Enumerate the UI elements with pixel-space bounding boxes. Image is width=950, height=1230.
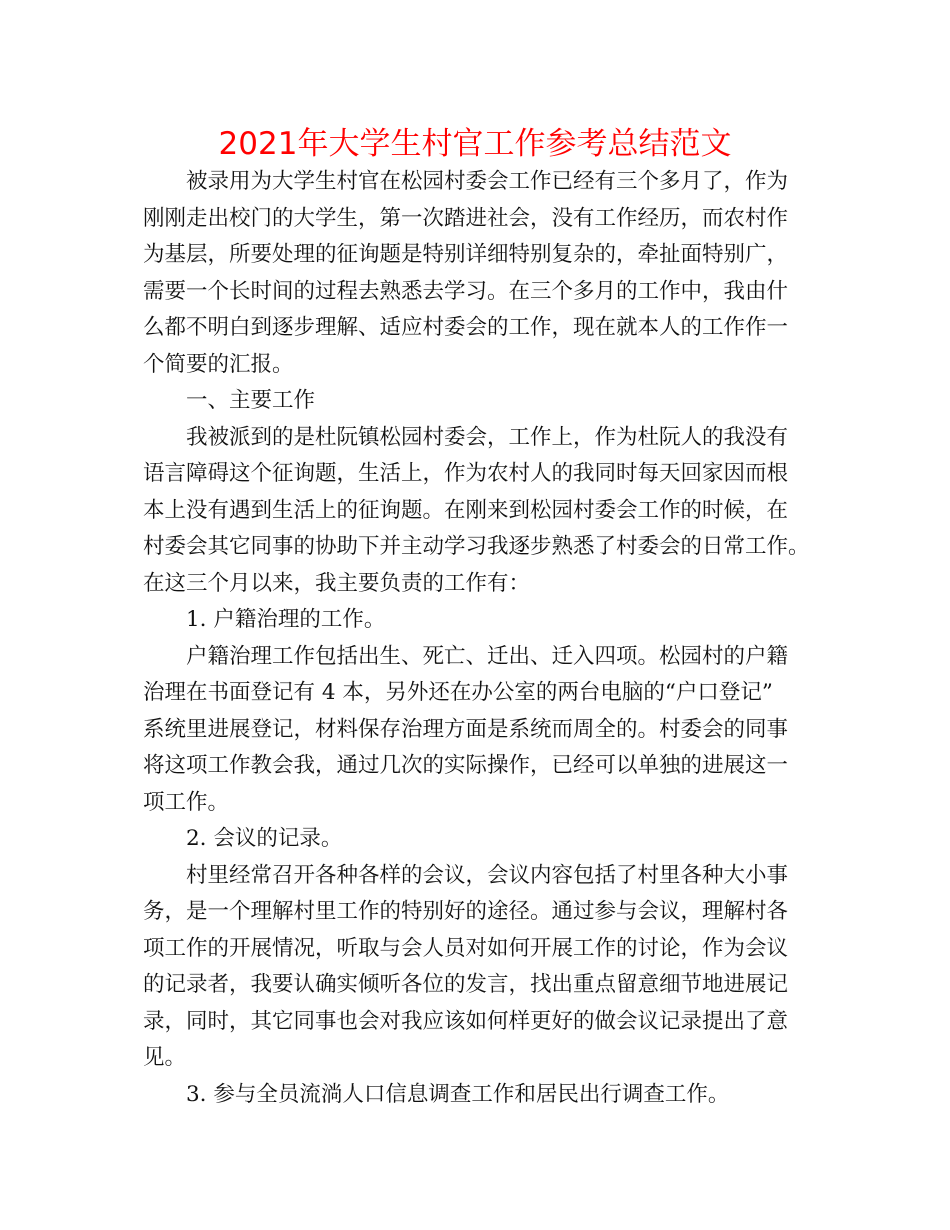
text-line: 系统里进展登记，材料保存治理方面是系统而周全的。村委会的同事	[143, 716, 789, 742]
text-line: 语言障碍这个征询题，生活上，作为农村人的我同时每天回家因而根	[143, 461, 789, 486]
text-line: 项工作。	[143, 789, 230, 815]
text-line: 户籍治理工作包括出生、死亡、迁出、迁入四项。松园村的户籍	[186, 643, 789, 669]
text-line: 在这三个月以来，我主要负责的工作有：	[143, 570, 531, 596]
text-line: 治理在书面登记有 4 本，另外还在办公室的两台电脑的“户口登记”	[143, 680, 773, 705]
text-line: 一、主要工作	[186, 388, 316, 413]
text-line: 被录用为大学生村官在松园村委会工作已经有三个多月了，作为	[186, 169, 789, 194]
text-line: 为基层，所要处理的征询题是特别详细特别复杂的，牵扯面特别广，	[143, 242, 789, 267]
text-line: 村委会其它同事的协助下并主动学习我逐步熟悉了村委会的日常工作。	[143, 534, 810, 559]
text-line: 需要一个长时间的过程去熟悉去学习。在三个多月的工作中，我由什	[143, 278, 789, 304]
document-body	[143, 164, 823, 1113]
text-line: 个简要的汇报。	[143, 351, 294, 377]
text-line: 刚刚走出校门的大学生，第一次踏进社会，没有工作经历，而农村作	[143, 205, 789, 231]
text-line: 录，同时，其它同事也会对我应该如何样更好的做会议记录提出了意	[143, 1008, 789, 1034]
text-line: 将这项工作教会我，通过几次的实际操作，已经可以单独的进展这一	[143, 753, 789, 778]
text-line: 的记录者，我要认确实倾听各位的发言，找出重点留意细节地进展记	[143, 972, 789, 997]
text-line: 么都不明白到逐步理解、适应村委会的工作，现在就本人的工作作一	[143, 315, 789, 340]
text-line: 见。	[143, 1045, 187, 1070]
text-line: 我被派到的是杜阮镇松园村委会，工作上，作为杜阮人的我没有	[186, 424, 789, 450]
text-line: 1. 户籍治理的工作。	[186, 607, 386, 632]
text-line: 2. 会议的记录。	[186, 826, 343, 851]
text-line: 本上没有遇到生活上的征询题。在刚来到松园村委会工作的时候，在	[143, 497, 789, 523]
text-line: 3. 参与全员流淌人口信息调查工作和居民出行调查工作。	[186, 1081, 730, 1107]
text-line: 村里经常召开各种各样的会议，会议内容包括了村里各种大小事	[186, 862, 789, 888]
document-title: 2021年大学生村官工作参考总结范文	[218, 126, 732, 162]
text-line: 项工作的开展情况，听取与会人员对如何开展工作的讨论，作为会议	[143, 935, 789, 961]
text-line: 务，是一个理解村里工作的特别好的途径。通过参与会议，理解村各	[143, 899, 789, 924]
